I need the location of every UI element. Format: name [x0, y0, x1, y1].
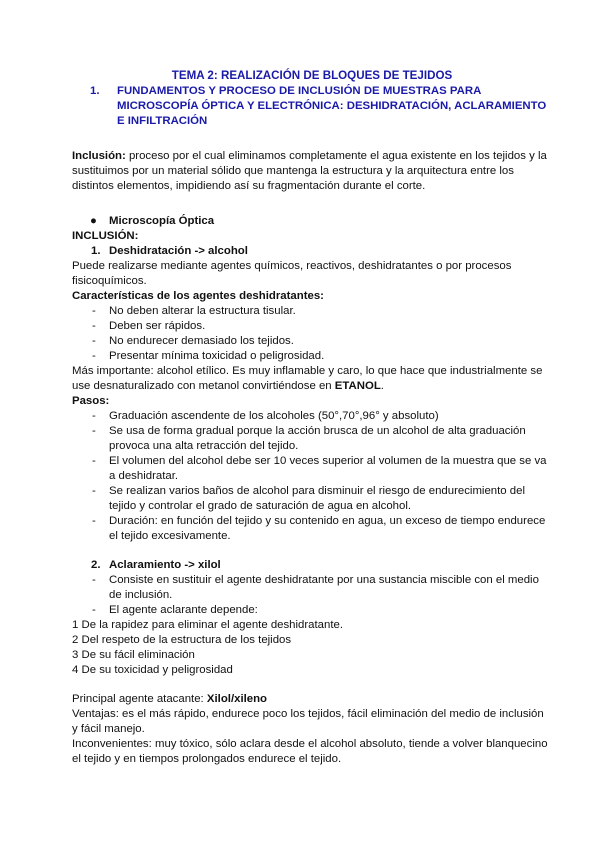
list-item-text: El agente aclarante depende:: [109, 604, 258, 616]
list-item: [72, 409, 552, 424]
list-item: [72, 484, 552, 514]
dash-icon: -: [92, 515, 96, 527]
list-item: [72, 349, 552, 364]
inclusion-heading: INCLUSIÓN:: [72, 230, 139, 242]
list-item: [72, 319, 552, 334]
principal-agente: [72, 692, 552, 707]
inclusion-text: proceso por el cual eliminamos completamente el agua existente en los tejidos y la sustituimos por un material sólido que mantenga la estructura y la arquitectura entre los distintos elementos, impidiendo así su fragmentación durante el corte.: [72, 150, 547, 192]
document-title: TEMA 2: REALIZACIÓN DE BLOQUES DE TEJIDOS: [171, 69, 453, 82]
aclaramiento-list: [72, 573, 552, 618]
pasos-list: [72, 409, 552, 544]
section-heading: [72, 84, 552, 129]
inclusion-label: Inclusión:: [72, 150, 126, 162]
importante-paragraph: [72, 364, 552, 394]
list-item: [72, 424, 552, 454]
dash-icon: -: [92, 604, 96, 616]
list-item: 1 De la rapidez para eliminar el agente deshidratante.: [72, 619, 344, 631]
caracteristicas-heading: Características de los agentes deshidratantes:: [72, 290, 324, 302]
dash-icon: -: [92, 574, 96, 586]
list-item: [72, 603, 552, 618]
list-item-text: Se usa de forma gradual porque la acción brusca de un alcohol de alta graduación provoca una alta retracción del tejido.: [109, 425, 526, 452]
list-item-text: Graduación ascendente de los alcoholes (50°,70°,96° y absoluto): [109, 410, 439, 422]
importante-end: .: [380, 380, 384, 392]
inconvenientes-paragraph: Inconvenientes: muy tóxico, sólo aclara desde el alcohol absoluto, tiende a volver blanquecino el tejido y en tiempos prolongados endurece el tejido.: [72, 738, 548, 765]
list-item: [72, 514, 552, 544]
list-item-text: No endurecer demasiado los tejidos.: [109, 335, 294, 347]
list-item: 2 Del respeto de la estructura de los tejidos: [72, 634, 292, 646]
bullet-icon: ●: [90, 215, 97, 227]
list-item: [72, 573, 552, 603]
list-item-text: Consiste en sustituir el agente deshidratante por una sustancia miscible con el medio de inclusión.: [109, 574, 539, 601]
list-item: 3 De su fácil eliminación: [72, 649, 195, 661]
aclaramiento-heading-text: Aclaramiento -> xilol: [109, 559, 221, 571]
list-item-text: Presentar mínima toxicidad o peligrosidad.: [109, 350, 325, 362]
caracteristicas-list: [72, 304, 552, 364]
factores-list: [72, 618, 552, 678]
section-heading-text: FUNDAMENTOS Y PROCESO DE INCLUSIÓN DE MUESTRAS PARA MICROSCOPÍA ÓPTICA Y ELECTRÓNICA: DESHIDRATACIÓN, ACLARAMIENTO E INFILTRACIÓN: [117, 85, 547, 127]
dash-icon: -: [92, 485, 96, 497]
ventajas-paragraph: Ventajas: es el más rápido, endurece poco los tejidos, fácil eliminación del medio de inclusión y fácil manejo.: [72, 708, 544, 735]
etanol-label: ETANOL: [334, 380, 381, 392]
list-item: 4 De su toxicidad y peligrosidad: [72, 664, 233, 676]
aclaramiento-heading: [72, 558, 552, 573]
deshidratacion-heading-text: Deshidratación -> alcohol: [109, 245, 248, 257]
list-item: [72, 304, 552, 319]
document-page: [72, 68, 552, 767]
importante-text: Más importante: alcohol etílico. Es muy inflamable y caro, lo que hace que industrialmente se use desnaturalizado con metanol convirtiéndose en: [72, 365, 543, 392]
microscopia-optica-label: Microscopía Óptica: [109, 215, 215, 227]
list-item-text: Deben ser rápidos.: [109, 320, 206, 332]
microscopia-optica-bullet: [72, 214, 552, 229]
dash-icon: -: [92, 350, 96, 362]
deshidratacion-number: 1.: [91, 245, 101, 257]
section-number: 1.: [90, 85, 100, 97]
pasos-heading: Pasos:: [72, 395, 110, 407]
list-item-text: Duración: en función del tejido y su contenido en agua, un exceso de tiempo endurece el tejido excesivamente.: [109, 515, 546, 542]
list-item: [72, 334, 552, 349]
deshidratacion-heading: [72, 244, 552, 259]
aclaramiento-number: 2.: [91, 559, 101, 571]
inclusion-definition: [72, 149, 552, 194]
dash-icon: -: [92, 320, 96, 332]
list-item-text: El volumen del alcohol debe ser 10 veces superior al volumen de la muestra que se va a deshidratar.: [109, 455, 547, 482]
dash-icon: -: [92, 335, 96, 347]
list-item: [72, 454, 552, 484]
dash-icon: -: [92, 305, 96, 317]
dash-icon: -: [92, 425, 96, 437]
deshidratacion-intro: Puede realizarse mediante agentes químicos, reactivos, deshidratantes o por procesos fisicoquímicos.: [72, 260, 512, 287]
principal-agente-value: Xilol/xileno: [206, 693, 268, 705]
list-item-text: No deben alterar la estructura tisular.: [109, 305, 296, 317]
dash-icon: -: [92, 455, 96, 467]
principal-agente-label: Principal agente atacante:: [72, 693, 207, 705]
list-item-text: Se realizan varios baños de alcohol para disminuir el riesgo de endurecimiento del tejido y controlar el grado de saturación de agua en alcohol.: [109, 485, 525, 512]
dash-icon: -: [92, 410, 96, 422]
